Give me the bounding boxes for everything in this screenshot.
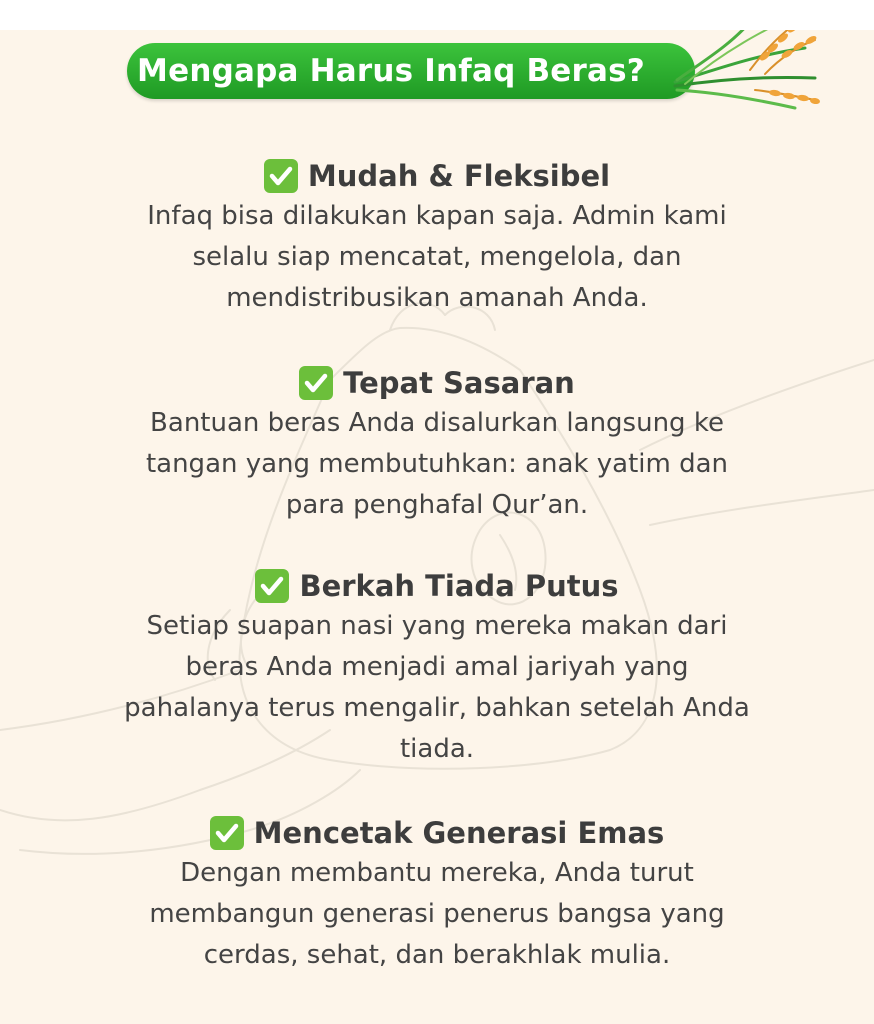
title-banner	[127, 43, 695, 99]
section-title: Mudah & Fleksibel	[60, 156, 814, 196]
check-mark-icon	[264, 159, 298, 193]
section-title: Berkah Tiada Putus	[60, 566, 814, 606]
check-mark-icon	[255, 569, 289, 603]
section-tepat-sasaran	[60, 363, 814, 526]
section-mudah-fleksibel	[60, 156, 814, 319]
section-description: Setiap suapan nasi yang mereka makan dari beras Anda menjadi amal jariyah yang pahalanya terus mengalir, bahkan setelah Anda tiada.	[124, 611, 750, 764]
section-description: Infaq bisa dilakukan kapan saja. Admin kami selalu siap mencatat, mengelola, dan mendistribusikan amanah Anda.	[147, 201, 727, 313]
section-mencetak-generasi-emas	[60, 813, 814, 976]
infographic-card	[0, 30, 874, 1024]
section-description: Bantuan beras Anda disalurkan langsung ke tangan yang membutuhkan: anak yatim dan para penghafal Qur’an.	[145, 408, 729, 520]
check-mark-icon	[210, 816, 244, 850]
section-title: Mencetak Generasi Emas	[60, 813, 814, 853]
section-description: Dengan membantu mereka, Anda turut membangun generasi penerus bangsa yang cerdas, sehat, dan berakhlak mulia.	[149, 858, 725, 970]
section-title: Tepat Sasaran	[60, 363, 814, 403]
check-mark-icon	[299, 366, 333, 400]
rice-stalk-icon	[655, 30, 825, 120]
section-berkah-tiada-putus	[60, 566, 814, 770]
page-title: Mengapa Harus Infaq Beras?	[137, 53, 645, 89]
